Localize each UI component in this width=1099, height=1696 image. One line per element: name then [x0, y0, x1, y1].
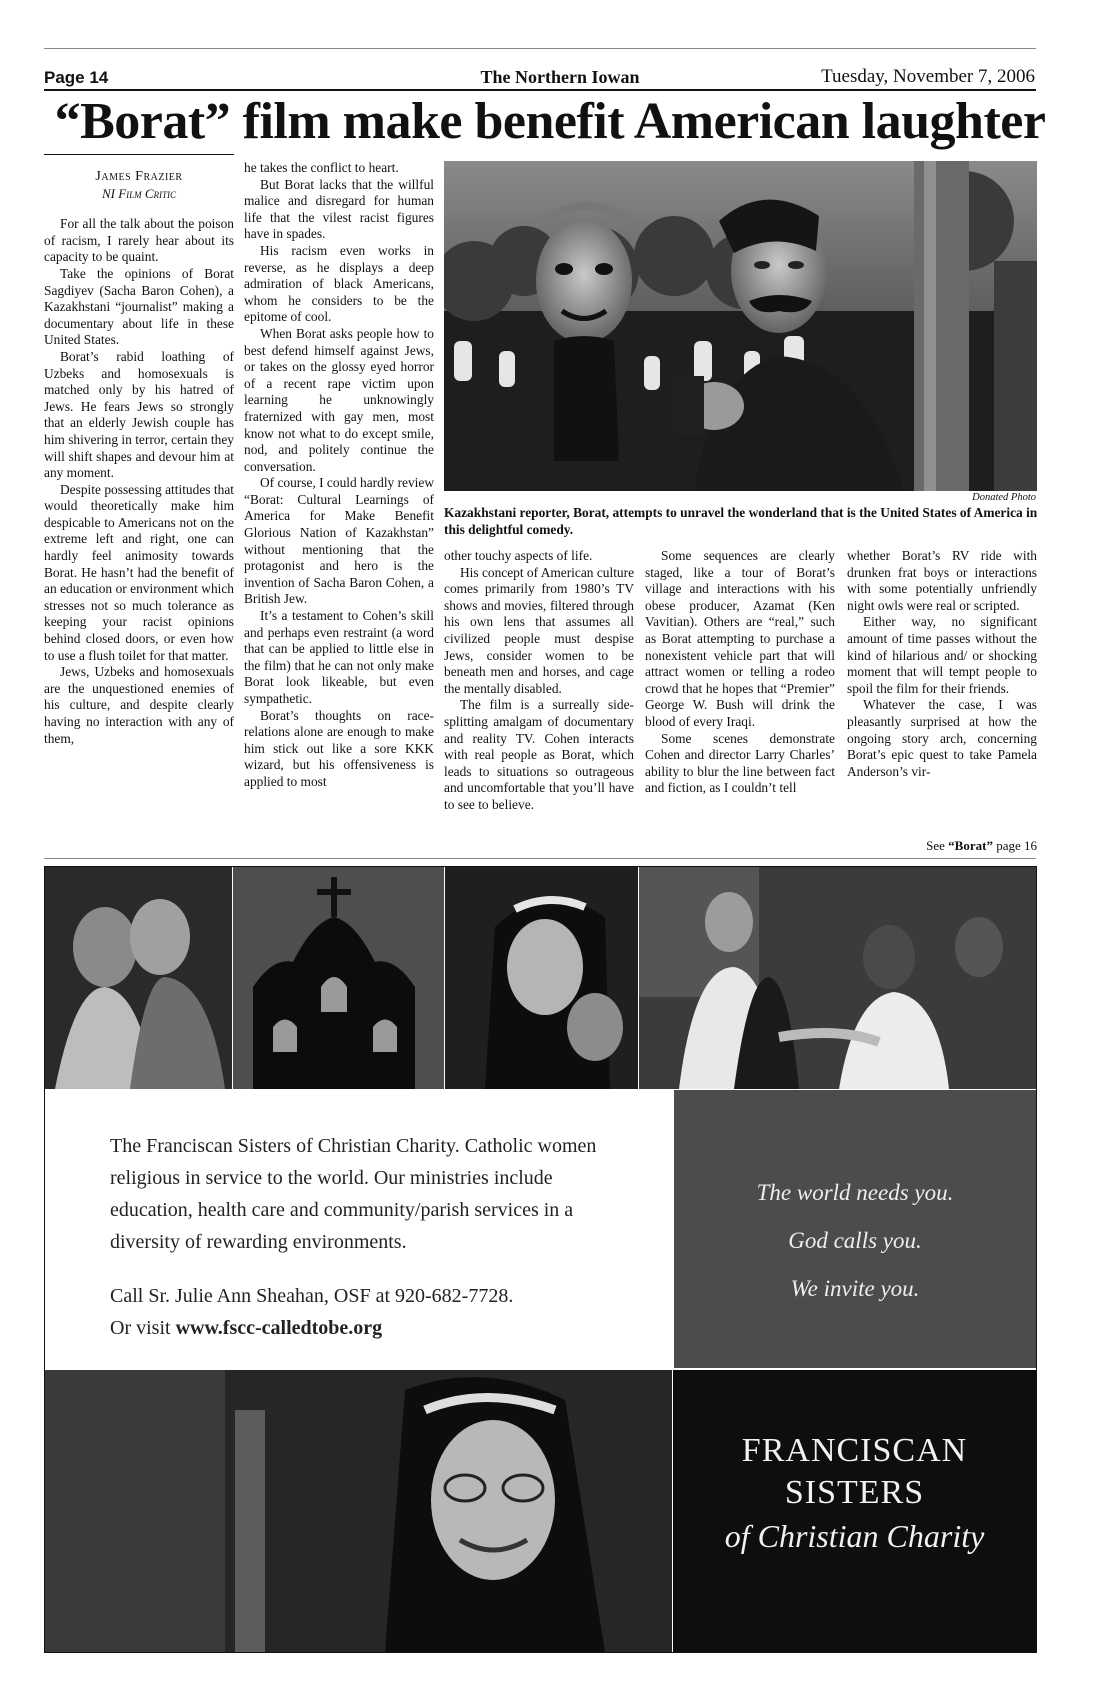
jump-prefix: See	[926, 838, 945, 853]
newspaper-name: The Northern Iowan	[480, 67, 640, 87]
ad-web-prefix: Or visit	[110, 1317, 171, 1339]
photo-caption: Kazakhstani reporter, Borat, attempts to unravel the wonderland that is the United States of America in this delightful comedy.	[444, 505, 1038, 537]
article-column-3	[444, 548, 634, 856]
paragraph: he takes the conflict to heart.	[244, 160, 399, 175]
paragraph: Despite possessing attitudes that would theoretically make him despicable to Americans not on the extreme left and right, one can hardly feel animosity towards Borat. He hasn’t had the benefit of an education or environment which stresses not so much tolerance as keeping your racist opinions behind closed doors, or even how to use a flush toilet for that matter.	[44, 481, 234, 663]
paragraph: Either way, no significant amount of time passes without the kind of hilarious and/ or shocking moment that will tempt people to spoil the film for their friends.	[847, 614, 1037, 696]
article-column-5	[847, 548, 1037, 838]
paragraph: Jews, Uzbeks and homosexuals are the unquestioned enemies of his culture, and despite clearly having no interaction with any of them,	[44, 664, 234, 746]
ad-text-panel	[45, 1090, 673, 1368]
franciscan-sisters-ad	[44, 866, 1037, 1653]
photo-credit: Donated Photo	[972, 492, 1036, 503]
ad-photo-sister-portrait	[45, 1370, 672, 1652]
jump-suffix: page 16	[996, 838, 1037, 853]
ad-contact-web	[110, 1312, 630, 1344]
jump-line[interactable]	[847, 838, 1037, 854]
headline: “Borat” film make benefit American laughter	[54, 93, 1046, 150]
logo-franciscan: FRANCISCAN	[741, 1432, 968, 1469]
ad-photo-sisters-talking-art	[45, 867, 232, 1089]
paragraph: For all the talk about the poison of racism, I rarely hear about its capacity to be quaint.	[44, 216, 234, 265]
ad-photo-sister-smiling	[445, 867, 638, 1089]
paragraph: When Borat asks people how to best defend himself against Jews, or takes on the glossy eyed horror of a recent rape victim upon learning he unknowingly fraternized with gay men, most know not what to do except smile, nod, and politely continue the conversation.	[244, 325, 434, 474]
byline-role: NI Film Critic	[101, 185, 177, 201]
ad-logo-panel	[673, 1370, 1036, 1652]
ad-photo-mission-church-art	[233, 867, 444, 1089]
logo-christian-charity: of Christian Charity	[724, 1518, 985, 1554]
ad-photo-sisters-handshake-art	[639, 867, 1036, 1089]
jump-label: “Borat”	[948, 838, 993, 853]
paragraph: His racism even works in reverse, as he displays a deep admiration of black Americans, whom he considers to be the epitome of cool.	[244, 242, 434, 325]
byline-author: James Frazier	[95, 169, 183, 184]
paragraph: Some sequences are clearly staged, like a tour of Borat’s village and interactions with his obese producer, Azamat (Ken Vavitian). Others are “real,” such as Borat attempting to purchase a nonexistent vehicle part that will attract women or telling a rodeo crowd that he hopes that “Premier” George W. Bush will drink the blood of every Iraqi.	[645, 548, 835, 729]
article-column-2	[244, 160, 434, 854]
ad-photo-sister-smiling-art	[445, 867, 638, 1089]
article-column-1	[44, 154, 234, 854]
paragraph: The film is a surreally side-splitting amalgam of documentary and reality TV. Cohen interacts with real people as Borat, which leads to situations so outrageous and uncomfortable that you’ll have to see to believe.	[444, 697, 634, 812]
page-number: Page 14	[44, 68, 109, 87]
ad-photo-sister-portrait-art	[45, 1370, 672, 1652]
ad-website-link[interactable]: www.fscc-calledtobe.org	[175, 1317, 383, 1339]
tagline-we-invite-you: We invite you.	[790, 1276, 920, 1301]
paragraph: Borat’s rabid loathing of Uzbeks and homosexuals is matched only by his hatred of Jews. He fears Jews so strongly that an elderly Jewish couple has him shivering in terror, certain they will shift shapes and devour him at any moment.	[44, 348, 234, 481]
article-column-4	[645, 548, 835, 856]
ad-photo-sisters-talking	[45, 867, 232, 1089]
top-rule	[44, 48, 1036, 49]
article-bottom-rule	[44, 858, 1036, 859]
ad-tagline-panel	[674, 1090, 1036, 1368]
ad-description: The Franciscan Sisters of Christian Charity. Catholic women religious in service to the world. Our ministries include education, health care and community/parish services in a diversity of rewarding environments.	[110, 1135, 597, 1253]
paragraph: His concept of American culture comes primarily from 1980’s TV shows and movies, filtered through his own lens that assumes all civilized people must despise Jews, consider women to be beneath men and horses, and cage the mentally disabled.	[444, 564, 634, 696]
paragraph: Of course, I could hardly review “Borat: Cultural Learnings of America for Make Benefit Glorious Nation of Kazakhstan” without mentioning that the protagonist and hero is the invention of Sacha Baron Cohen, a British Jew.	[244, 475, 434, 607]
paragraph: Whatever the case, I was pleasantly surprised at how the ongoing story arch, concerning Borat’s epic quest to take Pamela Anderson’s vir-	[847, 697, 1037, 779]
ad-photo-sisters-handshake	[639, 867, 1036, 1089]
ad-contact-phone: Call Sr. Julie Ann Sheahan, OSF at 920-682-7728.	[110, 1285, 514, 1307]
paragraph: other touchy aspects of life.	[444, 548, 593, 563]
paragraph: Some scenes demonstrate Cohen and director Larry Charles’ ability to blur the line between fact and fiction, as I couldn’t tell	[645, 730, 835, 796]
byline-rule	[44, 154, 234, 155]
paragraph: Take the opinions of Borat Sagdiyev (Sacha Baron Cohen), a Kazakhstani “journalist” making a documentary about life in these United States.	[44, 265, 234, 348]
paragraph: whether Borat’s RV ride with drunken frat boys or interactions with some potentially unfriendly night owls were real or scripted.	[847, 548, 1037, 613]
paragraph: It’s a testament to Cohen’s skill and perhaps even restraint (a word that can be applied to little else in the film) that he can not only make Borat look likeable, but even sympathetic.	[244, 608, 434, 706]
ad-body-copy	[110, 1130, 630, 1344]
borat-photo	[444, 161, 1037, 491]
tagline-world-needs-you: The world needs you.	[756, 1180, 954, 1205]
borat-photo-illustration	[444, 161, 1037, 491]
tagline-god-calls-you: God calls you.	[788, 1228, 922, 1253]
folio-rule	[44, 89, 1036, 91]
logo-sisters: SISTERS	[784, 1474, 925, 1511]
issue-date: Tuesday, November 7, 2006	[821, 66, 1035, 87]
ad-photo-mission-church	[233, 867, 444, 1089]
paragraph: But Borat lacks that the willful malice and disregard for human life that the vilest racist figures have in spades.	[244, 176, 434, 242]
paragraph: Borat’s thoughts on race-relations alone are enough to make him stick out like a sore KKK wizard, but his offensiveness is applied to most	[244, 707, 434, 789]
